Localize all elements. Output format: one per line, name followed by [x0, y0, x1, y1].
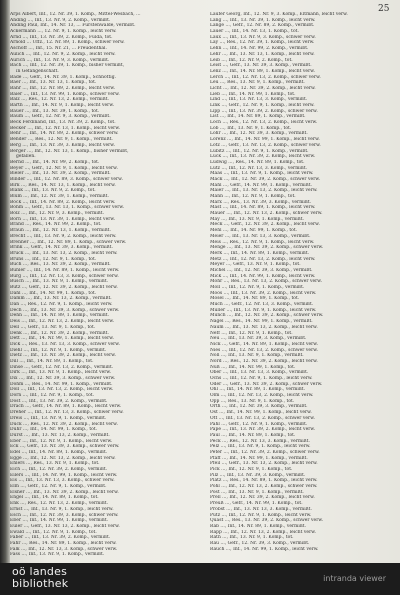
entry-line: Dohm ..., Res., 14. Nr. 99, 1. Komp., vermißt. [10, 381, 113, 387]
entry-line: Preuß ..., Gefr., 14. Nr. 99, 1. Komp., tot. [210, 501, 303, 507]
entry-line: Dahl ..., Inf., 14. Nr. 99, 1. Komp., tot. [10, 290, 97, 296]
entry-line: Becker ..., Inf., 12. Nr. 13, 1. Komp., leicht verw. [10, 125, 121, 131]
entry-line: Probst ..., Inf., 13. Nr. 13, 3. Komp., vermißt. [210, 506, 312, 512]
entry-line: Rauch ..., Inf., 14. Nr. 99, 1. Komp., leicht verw. [210, 546, 319, 552]
entry-line: Lange ..., Gefr., 12. Nr. 89, 2. Komp., vermißt. [210, 23, 315, 29]
entry-line: Leib ..., Inf., 12. Nr. 9, 2. Komp., tot. [210, 57, 293, 63]
entry-line: Lück ..., Inf., 13. Nr. 39, 2. Komp., leicht verw. [210, 154, 316, 160]
entry-line: Opp ..., Res., 13. Nr. 9, 1. Komp., tot. [210, 398, 295, 404]
entry-line: Nord ..., Res., 12. Nr. 39, 2. Komp., leicht verw. [210, 358, 318, 364]
entry-line: List ..., Inf., 14. Nr. 89, 1. Komp., vermißt. [210, 114, 306, 120]
entry-line: Drach ..., Gefr., 14. Nr. 89, 1. Komp., leicht verw. [10, 404, 122, 410]
entry-line: Neff ..., Inf., 12. Nr. 9, 1. Komp., tot. [210, 330, 293, 336]
entry-line: Birk ..., Res., 14. Nr. 13, 1. Komp., leicht verw. [10, 182, 116, 188]
entry-line: Anding Paul, Inf., 14. Nr. 13, ... Fürstenwalde, vermißt. [10, 23, 136, 29]
entry-line: Anding ..., Inf., 13. Nr. 9, 2. Komp., vermißt. [10, 17, 111, 23]
entry-line: Blum ..., Inf., 12. Nr. 39, 1. Komp., vermißt. [10, 194, 109, 199]
library-logo[interactable] [12, 566, 68, 590]
entry-line: Moos ..., Inf., 13. Nr. 39, 2. Komp., leicht verw. [210, 290, 317, 296]
entry-line: Ott ..., Inf., 13. Nr. 13, 2. Komp., schwer verw. [210, 415, 315, 421]
entry-line: Lay ..., Res., 12. Nr. 39, 1. Komp., leicht verw. [210, 40, 315, 46]
entry-line: Elsner ..., Inf., 13. Nr. 39, 2. Komp., leicht verw. [10, 489, 119, 495]
entry-line: Lang ..., Inf., 13. Nr. 39, 1. Komp., leicht verw. [210, 17, 316, 23]
entry-line: Bolz ..., Inf., 12. Nr. 9, 3. Komp., vermißt. [10, 211, 105, 217]
entry-line: Rapp ..., Inf., 12. Nr. 13, 2. Komp., leicht verw. [210, 529, 316, 535]
entry-line: Durst ..., Inf., 13. Nr. 13, 2. Komp., vermißt. [10, 432, 110, 438]
entry-line: Pelz ..., Inf., 13. Nr. 9, 1. Komp., leicht verw. [210, 444, 311, 450]
entry-line: Bernd ..., Inf., 14. Nr. 99, 2. Komp., tot. [10, 159, 100, 165]
entry-line: Dick ..., Res., 13. Nr. 13, 3. Komp., schwer verw. [10, 341, 121, 347]
entry-line: Beck Ferdinand, Inf., 13. Nr. 39, 2. Komp., tot. [10, 120, 116, 126]
entry-line: Lieb ..., Inf., 14. Nr. 99, 1. Komp., tot. [210, 91, 296, 97]
entry-line: Eber ..., Inf., 12. Nr. 9, 1. Komp., leicht verw. [10, 438, 113, 444]
entry-line: Eis ..., Inf., 13. Nr. 13, 3. Komp., schwer verw. [10, 478, 115, 484]
entry-line: Mann ..., Inf., 12. Nr. 9, 1. Komp., tot. [210, 194, 296, 199]
entry-line: Lehr ..., Inf., 13. Nr. 13, 1. Komp., leicht verw. [210, 51, 315, 57]
entry-line: Böhm ..., Gefr., 13. Nr. 13, 1. Komp., schwer verw. [10, 205, 125, 211]
entry-line: Peter ..., Inf., 12. Nr. 39, 2. Komp., schwer verw. [210, 449, 320, 455]
entry-line: Enk ..., Res., 12. Nr. 13, 2. Komp., vermißt. [10, 501, 109, 507]
entry-line: Ackermann ..., 12. Nr. 9, 1. Komp., leicht verw. [10, 29, 117, 35]
entry-line: Aulich ..., Inf., 12. Nr. 9, 2. Komp., leicht verw. [10, 51, 116, 57]
entry-line: Behr ..., Inf., 14. Nr. 89, 2. Komp., schwer verw. [10, 131, 119, 137]
entry-line: Mack ..., Inf., 12. Nr. 39, 2. Komp., schwer verw. [210, 176, 321, 182]
entry-line: Mohr ..., Res., 13. Nr. 13, 2. Komp., schwer verw. [210, 279, 323, 285]
entry-line: Maier ..., Inf., 13. Nr. 13, 2. Komp., leicht verw. [210, 188, 318, 194]
entry-line: May ..., Inf., 13. Nr. 9, 1. Komp., vermißt. [210, 216, 304, 222]
entry-line: Lotz ..., Gefr., 13. Nr. 13, 2. Komp., schwer verw. [210, 142, 321, 148]
entry-line: Dett ..., Inf., 14. Nr. 99, 1. Komp., leicht verw. [10, 336, 114, 342]
entry-line: Link ..., Gefr., 12. Nr. 9, 1. Komp., leicht verw. [210, 103, 315, 108]
entry-line: Brand ..., Res., 14. Nr. 99, 2. Komp., tot. [10, 222, 102, 228]
entry-line: Fass ..., Inf., 13. Nr. 9, 1. Komp., vermißt. [10, 552, 105, 558]
entry-line: Diehl ..., Inf., 12. Nr. 9, 1. Komp., vermißt. [10, 347, 107, 353]
entry-line: Nuß ..., Inf., 14. Nr. 99, 1. Komp., tot. [210, 364, 296, 370]
entry-line: Pütz ..., Inf., 12. Nr. 9, 1. Komp., leicht verw. [210, 512, 312, 518]
entry-line: Dill ..., Inf., 14. Nr. 89, 1. Komp., tot. [10, 358, 94, 364]
entry-line: Ewald ..., Inf., 12. Nr. 9, 1. Komp., tot. [10, 529, 97, 535]
entry-line: Baum ..., Gefr., 12. Nr. 9, 3. Komp., vermißt. [10, 114, 111, 120]
entry-line: Dehn ..., Inf., 14. Nr. 89, 1. Komp., vermißt. [10, 313, 110, 319]
entry-line: Maas ..., Inf., 13. Nr. 9, 1. Komp., leicht verw. [210, 171, 314, 177]
entry-line: Ost ..., Inf., 14. Nr. 99, 1. Komp., leicht verw. [210, 410, 312, 416]
entry-line: Bock ..., Inf., 14. Nr. 89, 2. Komp., leicht verw. [10, 199, 116, 205]
entry-line: Aschoff ..., Inf., 15. Nr. 21, ... Freudenthal. [10, 46, 107, 52]
entry-line: Dinse ..., Gefr., 12. Nr. 13, 2. Komp., vermißt. [10, 364, 114, 370]
entry-line: Mosel ..., Inf., 14. Nr. 89, 1. Komp., tot. [210, 296, 300, 302]
entry-line: Dühr ..., Inf., 14. Nr. 99, 1. Komp., tot. [10, 427, 98, 433]
entry-line: Ohl ..., Inf., 14. Nr. 89, 1. Komp., vermißt. [210, 387, 306, 393]
entry-line: Brenner ..., Inf., 12. Nr. 89, 1. Komp., schwer verw. [10, 239, 127, 245]
entry-line: Deis ..., Inf., 12. Nr. 13, 2. Komp., leicht verw. [10, 319, 115, 325]
page-number: 25 [378, 4, 390, 14]
entry-line: Nagel ..., Res., 14. Nr. 99, 1. Komp., vermißt. [210, 319, 313, 325]
entry-line: Bade ..., Gefr., 14. Nr. 39, 1. Komp., Schnöttig. [10, 74, 117, 80]
entry-line: Bauer ..., Inf., 13. Nr. 39, 1. Komp., tot. [10, 108, 100, 114]
entry-line: Bruns ..., Inf., 12. Nr. 9, 1. Komp., tot. [10, 256, 97, 262]
entry-line: Butz ..., Gefr., 12. Nr. 39, 2. Komp., leicht verw. [10, 285, 118, 290]
entry-line: Aurich ..., Inf., 13. Nr. 9, 3. Komp., vermißt. [10, 57, 110, 63]
entry-line: Lorenz ..., Inf., 14. Nr. 99, 1. Komp., leicht verw. [210, 137, 320, 143]
entry-line: Falk ..., Inf., 12. Nr. 13, 3. Komp., schwer verw. [10, 546, 118, 552]
entry-line: Leist ..., Gefr., 13. Nr. 39, 3. Komp., vermißt. [210, 63, 312, 69]
entry-line: Burg ..., Inf., 12. Nr. 13, 3. Komp., schwer verw. [10, 273, 119, 279]
entry-line: Eich ..., Inf., 12. Nr. 39, 2. Komp., vermißt. [10, 467, 108, 472]
entry-line: Löb ..., Inf., 13. Nr. 9, 1. Komp., tot. [210, 125, 292, 131]
entry-line: Brink ..., Gefr., 14. Nr. 39, 3. Komp., vermißt. [10, 245, 113, 251]
entry-line: Bach ..., Inf., 12. Nr. 39, 1. Komp., bisher vermißt, [10, 63, 125, 69]
entry-line: Lutz ..., Inf., 12. Nr. 13, 3. Komp., vermißt. [210, 165, 308, 171]
entry-line: Arnd ..., Inf., 13. Nr. 39, 2. Komp., Fulda, tot. [10, 34, 113, 40]
entry-line: Buch ..., Res., 13. Nr. 39, 2. Komp., vermißt. [10, 262, 111, 268]
entry-line: Nick ..., Gefr., 14. Nr. 89, 1. Komp., leicht verw. [210, 341, 319, 347]
entry-line: Dorn ..., Inf., 12. Nr. 9, 1. Komp., tot. [10, 393, 95, 399]
entry-line: Meier ..., Inf., 13. Nr. 13, 3. Komp., vermißt. [210, 233, 311, 239]
entry-line: Eilers ..., Inf., 14. Nr. 99, 1. Komp., leicht verw. [10, 472, 118, 478]
entry-line: Edel ..., Inf., 14. Nr. 89, 1. Komp., vermißt. [10, 449, 108, 455]
entry-line: in Gefangenschaft. [16, 68, 59, 74]
entry-line: Müller ..., Inf., 13. Nr. 9, 1. Komp., leicht verw. [210, 307, 317, 313]
entry-line: Pahl ..., Gefr., 12. Nr. 9, 1. Komp., vermißt. [210, 421, 308, 427]
entry-line: Peck ..., Res., 12. Nr. 13, 3. Komp., vermißt. [210, 438, 310, 444]
entry-line: Lerch ..., Inf., 12. Nr. 13, 2. Komp., schwer verw. [210, 74, 321, 80]
entry-line: Denk ..., Inf., 12. Nr. 39, 2. Komp., vermißt. [10, 330, 109, 336]
entry-line: Bender ..., Res., 12. Nr. 9, 1. Komp., vermißt. [10, 137, 113, 143]
entry-line: Fahr ..., Res., 14. Nr. 89, 1. Komp., leicht verw. [10, 540, 117, 546]
entry-line: Rab ..., Inf., 14. Nr. 89, 1. Komp., vermißt. [210, 523, 307, 529]
entry-line: Much ..., Gefr., 12. Nr. 13, 3. Komp., vermißt. [210, 302, 314, 308]
entry-line: Mast ..., Inf., 14. Nr. 89, 1. Komp., leicht verw. [210, 205, 316, 211]
entry-line: gefallen. [16, 154, 36, 160]
text-column-right [210, 12, 386, 552]
entry-line: Dech ..., Inf., 13. Nr. 39, 3. Komp., schwer verw. [10, 307, 120, 313]
entry-line: Barth ..., Inf., 14. Nr. 9, 1. Komp., leicht verw. [10, 103, 115, 108]
entry-line: Eck ..., Gefr., 13. Nr. 39, 3. Komp., schwer verw. [10, 444, 120, 450]
entry-line: Pfeil ..., Gefr., 13. Nr. 13, 2. Komp., leicht verw. [210, 461, 318, 467]
entry-line: Pick ..., Inf., 12. Nr. 9, 1. Komp., tot. [210, 467, 293, 472]
entry-line: Balz ..., Res., 12. Nr. 13, 2. Komp., vermißt. [10, 97, 109, 103]
entry-line: Laufer Georg, Inf., 12. Nr. 9, 3. Komp., Eltmann, leicht verw. [210, 12, 348, 17]
entry-line: Bühler ..., Inf., 14. Nr. 89, 1. Komp., leicht verw. [10, 267, 120, 273]
entry-line: Dell ..., Gefr., 13. Nr. 9, 1. Komp., tot. [10, 324, 96, 330]
entry-line: Menge ..., Inf., 13. Nr. 39, 2. Komp., schwer verw. [210, 245, 324, 251]
entry-line: Quast ..., Res., 13. Nr. 39, 2. Komp., schwer verw. [210, 518, 324, 524]
entry-line: Lehn ..., Inf., 14. Nr. 99, 2. Komp., vermißt. [210, 46, 309, 52]
entry-line: Noll ..., Inf., 13. Nr. 9, 1. Komp., vermißt. [210, 353, 304, 359]
entry-line: Esch ..., Inf., 12. Nr. 39, 3. Komp., schwer verw. [10, 512, 119, 518]
entry-line: Born ..., Inf., 13. Nr. 39, 1. Komp., leicht verw. [10, 216, 116, 222]
entry-line: Ober ..., Inf., 13. Nr. 13, 3. Komp., vermißt. [210, 370, 309, 376]
entry-line: Doll ..., Inf., 13. Nr. 13, 2. Komp., leicht verw. [10, 387, 114, 393]
entry-line: Meck ..., Gefr., 12. Nr. 39, 2. Komp., leicht verw. [210, 222, 320, 228]
entry-line: Elm ..., Gefr., 12. Nr. 9, 1. Komp., vermißt. [10, 484, 107, 490]
entry-line: Duck ..., Res., 12. Nr. 39, 2. Komp., leicht verw. [10, 421, 118, 427]
logo-line-2: bibliothek [12, 577, 69, 590]
entry-line: Dreher ..., Inf., 12. Nr. 13, 3. Komp., schwer verw. [10, 410, 124, 416]
book-gutter [0, 0, 10, 563]
entry-line: Berger ..., Inf., 12. Nr. 13, 1. Komp., bisher vermißt, [10, 148, 129, 154]
entry-line: Moll ..., Inf., 12. Nr. 9, 1. Komp., vermißt. [210, 285, 305, 290]
entry-line: Lind ..., Inf., 13. Nr. 13, 3. Komp., vermißt. [210, 97, 308, 103]
entry-line: Baer ..., Inf., 13. Nr. 13, 1. Komp., tot. [10, 80, 97, 86]
entry-line: Michel ..., Inf., 12. Nr. 39, 3. Komp., vermißt. [210, 267, 313, 273]
entry-line: Licht ..., Inf., 12. Nr. 39, 2. Komp., leicht verw. [210, 85, 316, 91]
logo-line-1: oö landes [12, 565, 68, 578]
entry-line: Olm ..., Inf., 12. Nr. 13, 2. Komp., leicht verw. [210, 393, 314, 399]
entry-line: Dan ..., Res., 12. Nr. 9, 1. Komp., leicht verw. [10, 302, 113, 308]
entry-line: Oder ..., Gefr., 13. Nr. 39, 2. Komp., schwer verw. [210, 381, 323, 387]
entry-line: Dietz ..., Inf., 13. Nr. 39, 2. Komp., leicht verw. [10, 353, 116, 359]
entry-line: Mehl ..., Inf., 14. Nr. 99, 1. Komp., tot. [210, 228, 298, 234]
entry-line: Rau ..., Gefr., 12. Nr. 39, 3. Komp., vermißt. [210, 540, 310, 546]
entry-line: Lubitz ..., Inf., 12. Nr. 9, 1. Komp., vermißt. [210, 148, 309, 154]
text-column-left [10, 12, 186, 558]
entry-line: Mauer ..., Inf., 12. Nr. 13, 2. Komp., schwer verw. [210, 211, 323, 217]
entry-line: Lohr ..., Inf., 12. Nr. 39, 3. Komp., vermißt. [210, 131, 308, 137]
entry-line: Binder ..., Inf., 12. Nr. 89, 3. Komp., schwer verw. [10, 176, 123, 182]
entry-line: Loch ..., Res., 12. Nr. 13, 2. Komp., leicht verw. [210, 120, 318, 126]
entry-line: Beyer ..., Gefr., 12. Nr. 9, 1. Komp., leicht verw. [10, 165, 118, 171]
viewer-label[interactable]: intranda viewer [323, 574, 386, 583]
entry-line: Blank ..., Inf., 13. Nr. 9, 2. Komp., tot. [10, 188, 96, 194]
entry-line: Pfaff ..., Inf., 14. Nr. 99, 1. Komp., vermißt. [210, 455, 308, 461]
entry-line: Ludwig ..., Res., 14. Nr. 89, 1. Komp., tot. [210, 159, 305, 165]
entry-line: Arnold ... Uffz., 12. Nr. 89, 1. Komp., schwer verw. [10, 40, 125, 46]
entry-line: Brecht ..., Inf., 13. Nr. 9, 2. Komp., leicht verw. [10, 233, 117, 239]
entry-line: Laux ..., Inf., 13. Nr. 9, 3. Komp., schwer verw. [210, 34, 316, 40]
entry-line: Mick ..., Inf., 14. Nr. 99, 1. Komp., leicht verw. [210, 273, 316, 279]
entry-line: Dirk ..., Inf., 13. Nr. 9, 1. Komp., leicht verw. [10, 370, 112, 376]
entry-line: Bieler ..., Inf., 13. Nr. 39, 2. Komp., vermißt. [10, 171, 111, 177]
entry-line: Braun ..., Inf., 12. Nr. 13, 1. Komp., vermißt. [10, 228, 111, 234]
entry-line: Eßer ..., Inf., 14. Nr. 99, 1. Komp., vermißt. [10, 518, 109, 524]
entry-line: Lauer ..., Inf., 14. Nr. 13, 1. Komp., tot. [210, 29, 299, 35]
entry-line: Engel ..., Inf., 14. Nr. 89, 1. Komp., tot. [10, 495, 99, 501]
entry-line: Dix ..., Inf., 12. Nr. 39, 3. Komp., schwer verw. [10, 376, 116, 381]
entry-line: Lipp ..., Inf., 13. Nr. 39, 2. Komp., schwer verw. [210, 108, 318, 114]
entry-line: Nies ..., Inf., 12. Nr. 13, 2. Komp., schwer verw. [210, 347, 318, 353]
entry-line: Berg ..., Inf., 13. Nr. 39, 3. Komp., leicht verw. [10, 142, 116, 148]
entry-line: Ehlers ..., Res., 13. Nr. 9, 1. Komp., tot. [10, 461, 100, 467]
entry-line: Ochs ..., Inf., 12. Nr. 9, 1. Komp., leicht verw. [210, 376, 313, 381]
entry-line: Dreis ..., Inf., 13. Nr. 9, 1. Komp., vermißt. [10, 415, 107, 421]
entry-line: Euler ..., Gefr., 13. Nr. 13, 2. Komp., leicht verw. [10, 523, 120, 529]
entry-line: Egge ..., Inf., 12. Nr. 13, 2. Komp., leicht verw. [10, 455, 116, 461]
entry-line: Baier ..., Inf., 13. Nr. 99, 1. Komp., schwer verw. [10, 91, 120, 97]
entry-line: Busch ..., Inf., 13. Nr. 9, 1. Komp., vermißt. [10, 279, 109, 285]
entry-line: Prell ..., Inf., 12. Nr. 39, 2. Komp., leicht verw. [210, 495, 315, 501]
entry-line: Ernst ..., Inf., 13. Nr. 9, 1. Komp., leicht verw. [10, 506, 114, 512]
entry-line: Platz ..., Res., 14. Nr. 89, 1. Komp., leicht verw. [210, 478, 318, 484]
entry-line: Meis ..., Res., 12. Nr. 9, 1. Komp., leicht verw. [210, 239, 315, 245]
entry-line: Mahl ..., Gefr., 14. Nr. 99, 1. Komp., vermißt. [210, 182, 312, 188]
entry-line: Damm ..., Inf., 13. Nr. 13, 2. Komp., vermißt. [10, 296, 112, 302]
entry-line: Bahr ..., Inf., 12. Nr. 89, 2. Komp., leicht verw. [10, 85, 116, 91]
entry-line: Pohl ..., Inf., 12. Nr. 13, 2. Komp., schwer verw. [210, 484, 318, 490]
entry-line: Meyer ..., Gefr., 13. Nr. 9, 1. Komp., tot. [210, 262, 301, 268]
entry-line: Rath ..., Inf., 13. Nr. 9, 1. Komp., tot. [210, 535, 294, 541]
entry-line: Dost ..., Inf., 13. Nr. 39, 2. Komp., vermißt. [10, 398, 108, 404]
entry-line: Orth ..., Inf., 12. Nr. 39, 3. Komp., vermißt. [210, 404, 308, 410]
entry-line: Naum ..., Inf., 13. Nr. 13, 2. Komp., leicht verw. [210, 324, 318, 330]
entry-line: Arps Albert, Inf., 12. Nr. 39, 1. Komp., Mittel-Wesbach, ... [10, 12, 141, 17]
entry-line: Neu ..., Inf., 13. Nr. 39, 3. Komp., vermißt. [210, 336, 307, 342]
entry-line: Faber ..., Inf., 13. Nr. 39, 2. Komp., vermißt. [10, 535, 111, 541]
entry-line: Pape ..., Inf., 13. Nr. 39, 2. Komp., leicht verw. [210, 427, 316, 433]
entry-line: Leu ..., Res., 13. Nr. 9, 1. Komp., vermißt. [210, 80, 305, 86]
entry-line: Pilz ..., Inf., 13. Nr. 39, 3. Komp., vermißt. [210, 472, 306, 478]
entry-line: Post ..., Inf., 13. Nr. 9, 1. Komp., vermißt. [210, 489, 304, 495]
entry-line: Merk ..., Inf., 14. Nr. 89, 1. Komp., vermißt. [210, 250, 310, 256]
entry-line: Marx ..., Res., 13. Nr. 39, 3. Komp., vermißt. [210, 199, 312, 205]
entry-line: Paul ..., Inf., 14. Nr. 89, 1. Komp., tot. [210, 432, 296, 438]
entry-line: Brück ..., Inf., 13. Nr. 13, 2. Komp., leicht verw. [10, 250, 118, 256]
viewer-footer [0, 563, 400, 595]
entry-line: Münch ..., Inf., 12. Nr. 39, 2. Komp., schwer verw. [210, 313, 324, 319]
entry-line: Metz ..., Inf., 12. Nr. 13, 2. Komp., leicht verw. [210, 256, 316, 262]
entry-line: Lenz ..., Inf., 14. Nr. 89, 1. Komp., leicht verw. [210, 68, 315, 74]
